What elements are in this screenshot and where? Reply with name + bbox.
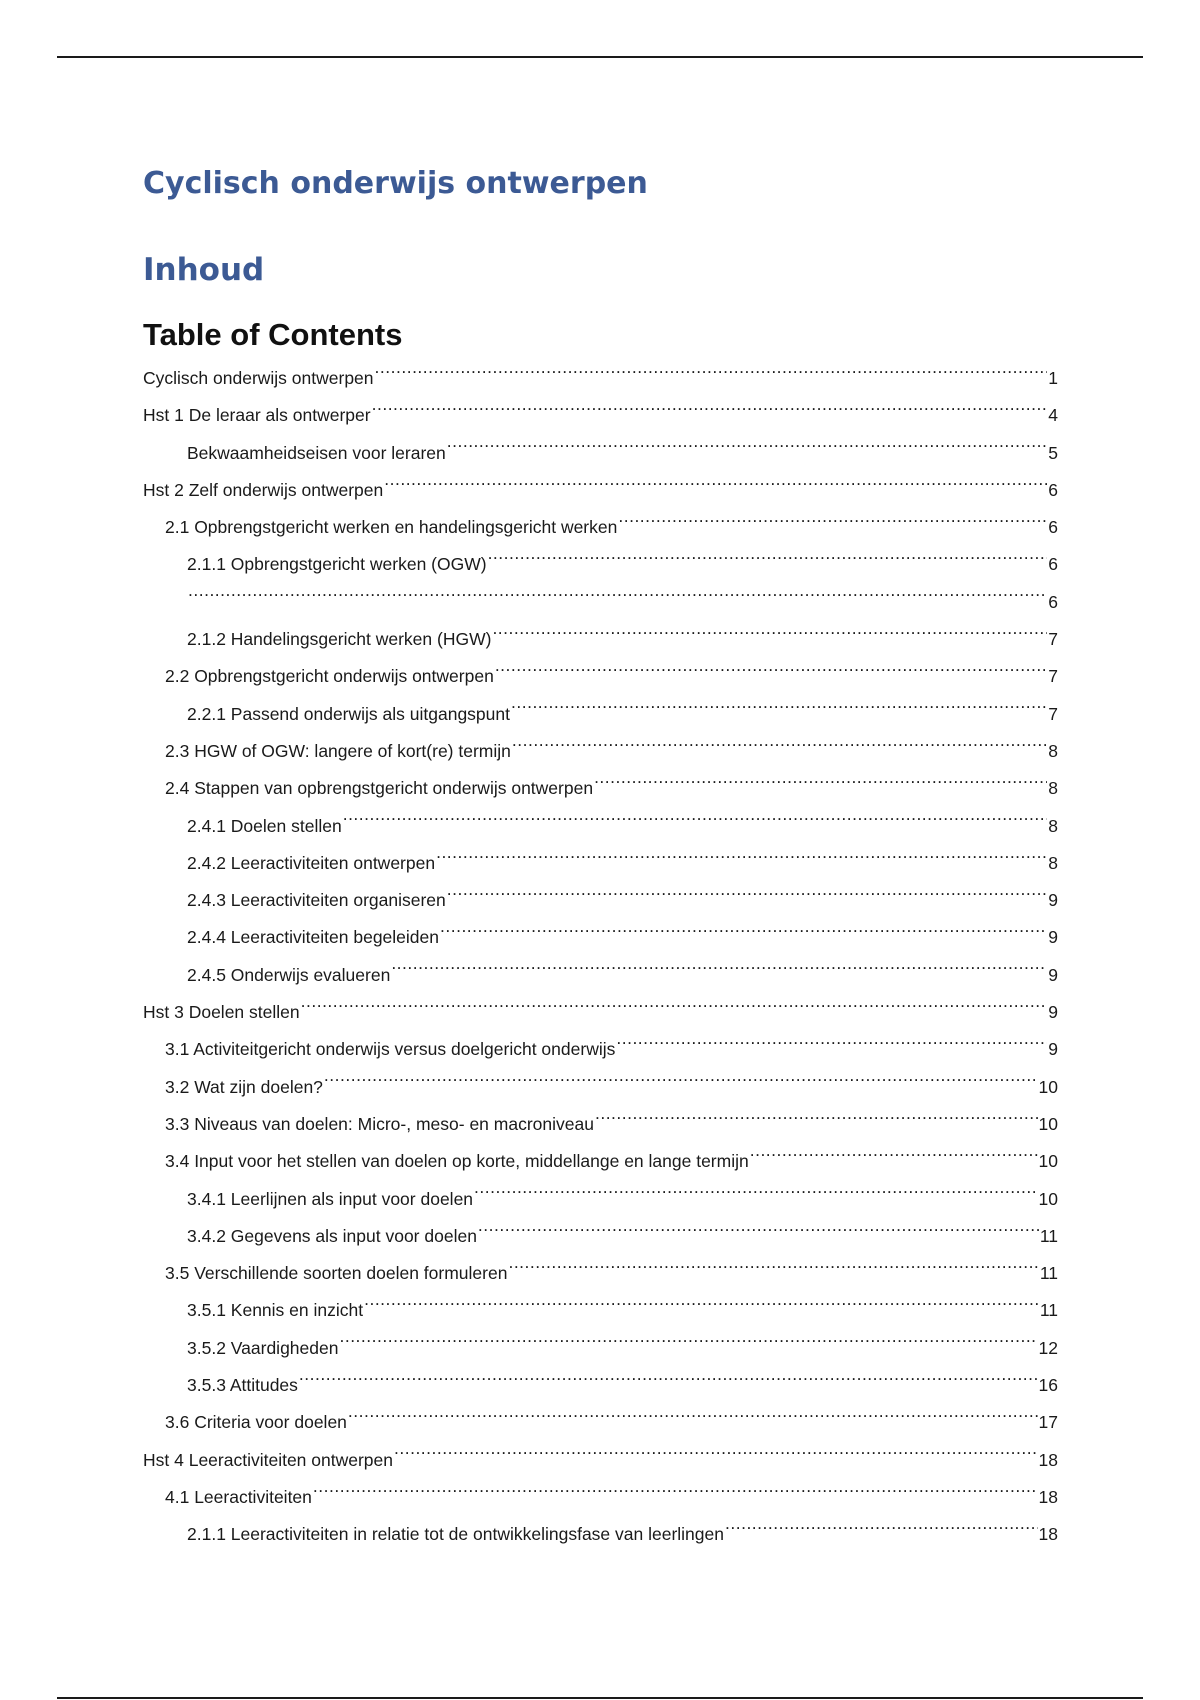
toc-dot-leader xyxy=(447,441,1048,459)
toc-entry-title: 2.2 Opbrengstgericht onderwijs ontwerpen xyxy=(165,666,494,687)
toc-entry-title: 3.5 Verschillende soorten doelen formuleren xyxy=(165,1263,508,1284)
toc-dot-leader xyxy=(616,1038,1047,1056)
toc-entry[interactable] xyxy=(143,696,1058,733)
toc-entry-page-number: 10 xyxy=(1038,1076,1058,1097)
toc-dot-leader xyxy=(364,1299,1039,1317)
toc-dot-leader xyxy=(474,1187,1037,1205)
toc-dot-leader xyxy=(488,553,1048,571)
toc-entry-title: 2.4.1 Doelen stellen xyxy=(187,815,342,836)
toc-entry-title: 3.4.2 Gegevens als input voor doelen xyxy=(187,1225,477,1246)
toc-entry[interactable] xyxy=(143,435,1058,472)
toc-entry-page-number: 11 xyxy=(1039,1300,1058,1321)
toc-entry-title: 2.3 HGW of OGW: langere of kort(re) termijn xyxy=(165,740,511,761)
toc-entry[interactable] xyxy=(143,397,1058,434)
toc-entry-page-number: 5 xyxy=(1048,442,1058,463)
toc-entry[interactable] xyxy=(143,1143,1058,1180)
toc-entry-page-number: 7 xyxy=(1048,629,1058,650)
toc-entry[interactable] xyxy=(143,584,1058,621)
toc-entry-page-number: 9 xyxy=(1048,1039,1058,1060)
toc-entry-page-number: 10 xyxy=(1038,1113,1058,1134)
toc-entry-page-number: 18 xyxy=(1038,1449,1058,1470)
toc-dot-leader xyxy=(384,478,1047,496)
toc-entry[interactable] xyxy=(143,845,1058,882)
toc-entry-page-number: 9 xyxy=(1048,890,1058,911)
toc-entry[interactable] xyxy=(143,509,1058,546)
toc-entry[interactable] xyxy=(143,882,1058,919)
toc-entry-page-number: 10 xyxy=(1038,1151,1058,1172)
toc-entry-title: 3.5.2 Vaardigheden xyxy=(187,1337,339,1358)
toc-entry-page-number: 7 xyxy=(1048,666,1058,687)
toc-entry-page-number: 7 xyxy=(1048,703,1058,724)
contents-heading: Inhoud xyxy=(143,252,265,288)
toc-entry-title: 4.1 Leeractiviteiten xyxy=(165,1486,312,1507)
toc-entry-page-number: 8 xyxy=(1048,778,1058,799)
toc-entry[interactable] xyxy=(143,808,1058,845)
toc-entry-page-number: 4 xyxy=(1048,405,1058,426)
toc-dot-leader xyxy=(299,1374,1038,1392)
toc-entry-title: 2.1.1 Leeractiviteiten in relatie tot de ontwikkelingsfase van leerlingen xyxy=(187,1524,724,1545)
toc-entry-title: 2.1 Opbrengstgericht werken en handelingsgericht werken xyxy=(165,517,618,538)
toc-entry[interactable] xyxy=(143,1218,1058,1255)
toc-entry[interactable] xyxy=(143,1069,1058,1106)
toc-entry[interactable] xyxy=(143,1106,1058,1143)
toc-entry-title: 2.2.1 Passend onderwijs als uitgangspunt xyxy=(187,703,510,724)
toc-entry[interactable] xyxy=(143,1516,1058,1553)
toc-entry-page-number: 17 xyxy=(1038,1412,1058,1433)
toc-dot-leader xyxy=(725,1523,1038,1541)
toc-entry[interactable] xyxy=(143,621,1058,658)
toc-dot-leader xyxy=(372,404,1048,422)
toc-dot-leader xyxy=(495,665,1047,683)
toc-entry-page-number: 16 xyxy=(1038,1375,1058,1396)
toc-dot-leader xyxy=(394,1448,1038,1466)
toc-entry-title: 3.3 Niveaus van doelen: Micro-, meso- en macroniveau xyxy=(165,1113,594,1134)
toc-entry-title: Cyclisch onderwijs ontwerpen xyxy=(143,368,374,388)
toc-entry[interactable] xyxy=(143,360,1058,397)
toc-entry-title: 2.4.2 Leeractiviteiten ontwerpen xyxy=(187,852,436,873)
toc-entry[interactable] xyxy=(143,1292,1058,1329)
toc-dot-leader xyxy=(343,814,1048,832)
toc-entry-page-number: 6 xyxy=(1048,517,1058,538)
toc-entry-page-number: 8 xyxy=(1048,740,1058,761)
toc-entry[interactable] xyxy=(143,658,1058,695)
toc-dot-leader xyxy=(512,739,1047,757)
toc-dot-leader xyxy=(313,1485,1038,1503)
document-title: Cyclisch onderwijs ontwerpen xyxy=(143,166,648,201)
toc-entry-title: 3.6 Criteria voor doelen xyxy=(165,1412,347,1433)
toc-entry-title: 2.4.5 Onderwijs evalueren xyxy=(187,964,391,985)
toc-entry-title: 2.4.4 Leeractiviteiten begeleiden xyxy=(187,927,439,948)
toc-entry-page-number: 6 xyxy=(1048,554,1058,575)
toc-entry-title: 3.2 Wat zijn doelen? xyxy=(165,1076,323,1097)
page-content xyxy=(143,160,1058,1570)
toc-entry-page-number: 12 xyxy=(1038,1337,1058,1358)
toc-entry[interactable] xyxy=(143,1181,1058,1218)
toc-entry-page-number: 9 xyxy=(1048,964,1058,985)
toc-entry[interactable] xyxy=(143,1255,1058,1292)
toc-dot-leader xyxy=(324,1075,1038,1093)
toc-dot-leader xyxy=(492,628,1047,646)
toc-entry[interactable] xyxy=(143,1031,1058,1068)
toc-dot-leader xyxy=(508,1262,1038,1280)
toc-entry-page-number: 11 xyxy=(1039,1225,1058,1246)
page-bottom-rule xyxy=(57,1697,1143,1699)
toc-entry-page-number: 10 xyxy=(1038,1188,1058,1209)
toc-dot-leader xyxy=(188,590,1047,608)
toc-entry[interactable] xyxy=(143,472,1058,509)
toc-entry-title: Hst 4 Leeractiviteiten ontwerpen xyxy=(143,1449,393,1470)
toc-entry[interactable] xyxy=(143,1367,1058,1404)
toc-dot-leader xyxy=(440,926,1047,944)
toc-entry-title: 2.1.1 Opbrengstgericht werken (OGW) xyxy=(187,554,487,575)
toc-entry-title: 2.4 Stappen van opbrengstgericht onderwijs ontwerpen xyxy=(165,778,594,799)
toc-entry-page-number: 8 xyxy=(1048,815,1058,836)
toc-entry-page-number: 6 xyxy=(1048,591,1058,612)
toc-entry-page-number: 9 xyxy=(1048,1002,1058,1023)
toc-entry[interactable] xyxy=(143,1479,1058,1516)
toc-entry-title: Bekwaamheidseisen voor leraren xyxy=(187,442,446,463)
toc-dot-leader xyxy=(348,1411,1038,1429)
toc-entry-page-number: 9 xyxy=(1048,927,1058,948)
toc-dot-leader xyxy=(375,367,1048,385)
toc-dot-leader xyxy=(750,1150,1038,1168)
toc-entry-page-number: 1 xyxy=(1048,368,1058,388)
toc-dot-leader xyxy=(594,777,1047,795)
table-of-contents xyxy=(143,360,1058,1554)
toc-entry-title: 2.1.2 Handelingsgericht werken (HGW) xyxy=(187,629,492,650)
toc-entry-title: 3.4 Input voor het stellen van doelen op korte, middellange en lange termijn xyxy=(165,1151,749,1172)
toc-entry-title: 3.5.1 Kennis en inzicht xyxy=(187,1300,364,1321)
toc-entry-page-number: 18 xyxy=(1038,1486,1058,1507)
toc-entry[interactable] xyxy=(143,546,1058,583)
toc-dot-leader xyxy=(478,1224,1039,1242)
toc-entry-title: 2.4.3 Leeractiviteiten organiseren xyxy=(187,890,446,911)
toc-entry-page-number: 18 xyxy=(1038,1524,1058,1545)
toc-entry-page-number: 6 xyxy=(1048,479,1058,500)
toc-entry-title: Hst 2 Zelf onderwijs ontwerpen xyxy=(143,479,384,500)
page-top-rule xyxy=(57,56,1143,58)
toc-dot-leader xyxy=(301,1001,1048,1019)
toc-dot-leader xyxy=(391,963,1047,981)
toc-dot-leader xyxy=(339,1336,1037,1354)
toc-dot-leader xyxy=(595,1112,1038,1130)
toc-entry[interactable] xyxy=(143,919,1058,956)
toc-entry[interactable] xyxy=(143,770,1058,807)
toc-entry-page-number: 11 xyxy=(1039,1263,1058,1284)
toc-heading: Table of Contents xyxy=(143,317,403,352)
toc-entry-page-number: 8 xyxy=(1048,852,1058,873)
toc-dot-leader xyxy=(436,851,1047,869)
toc-entry[interactable] xyxy=(143,733,1058,770)
toc-entry-title: 3.1 Activiteitgericht onderwijs versus doelgericht onderwijs xyxy=(165,1039,616,1060)
toc-entry-title: 3.4.1 Leerlijnen als input voor doelen xyxy=(187,1188,474,1209)
toc-entry[interactable] xyxy=(143,1404,1058,1441)
toc-entry-title: Hst 3 Doelen stellen xyxy=(143,1002,300,1023)
toc-dot-leader xyxy=(618,516,1047,534)
toc-entry-title: 3.5.3 Attitudes xyxy=(187,1375,298,1396)
toc-entry[interactable] xyxy=(143,994,1058,1031)
toc-entry[interactable] xyxy=(143,957,1058,994)
toc-entry[interactable] xyxy=(143,1330,1058,1367)
toc-dot-leader xyxy=(511,702,1047,720)
toc-dot-leader xyxy=(447,889,1047,907)
toc-entry[interactable] xyxy=(143,1442,1058,1479)
toc-entry-title: Hst 1 De leraar als ontwerper xyxy=(143,405,371,426)
